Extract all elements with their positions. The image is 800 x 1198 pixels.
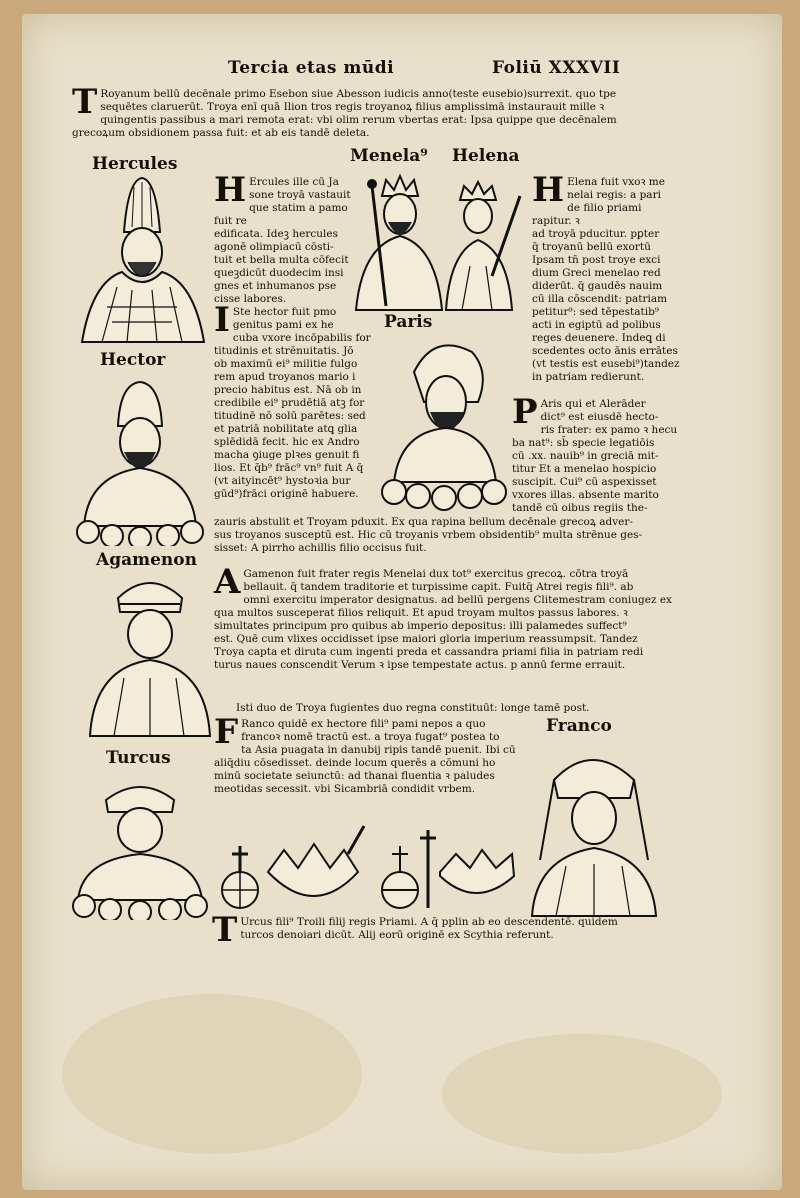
text-line: bellauit. q̄ tandem traditorie et turpissime capit. Fuitq̄ Atrei regis fili⁹. ab <box>243 581 634 593</box>
text-line: petitur⁹: sed tēpestatib⁹ <box>532 306 660 318</box>
turcus-dropcap: T <box>212 910 238 950</box>
text-line: simultates principum pro quibus ab imperio depositus: illi palamedes suffect⁹ <box>214 620 627 632</box>
text-line: est. Quē cum vlixes occidisset ipse maiori gloria imperium reassumpsit. Tandez <box>214 633 638 645</box>
text-line: acti in egiptū ad polibus <box>532 319 661 331</box>
text-line: titur Et a menelao hospicio <box>512 463 657 475</box>
text-line: Ercules ille cū Ja <box>249 176 339 188</box>
text-line: credibile ei⁹ prudētiā atꝫ for <box>214 397 365 409</box>
text-line: et patriā nobilitate atꝗ glia <box>214 423 358 435</box>
text-line: edificata. Ideꝫ hercules <box>214 228 338 240</box>
text-line: sone troyā vastauit <box>249 189 351 201</box>
text-line: minū societate seiunctū: ad thanai fluentia ꝛ paludes <box>214 770 495 782</box>
text-line: queꝫdicūt duodecim insi <box>214 267 344 279</box>
intro-dropcap: T <box>72 82 98 122</box>
text-line: diderūt. q̄ gaudēs nauim <box>532 280 663 292</box>
text-line: quingentis passibus a mari remota erat: vbi olim rerum vbertas erat: Ipsa quippe que decēnalem <box>100 114 617 126</box>
text-line: Urcus fili⁹ Troili filij regis Priami. A q̄ pplin ab eo descendentē. quidem <box>240 916 618 928</box>
text-line: titudinē nō solū parētes: sed <box>214 410 366 422</box>
text-line: sequētes claruerūt. Troya enī quā Ilion tros regis troyanoꝝ filius amplissimā instaurauit mille ꝛ <box>100 101 605 113</box>
text-line: q̄ troyanū bellū exortū <box>532 241 651 253</box>
label-franco: Franco <box>546 716 612 736</box>
text-line: reges deuenere. Indeꝗ di <box>532 332 666 344</box>
turcus-woodcut <box>68 770 212 920</box>
text-line: tuit et bella multa cōfecit <box>214 254 349 266</box>
hector-woodcut <box>70 376 210 546</box>
text-line: Elena fuit vxoꝛ me <box>567 176 665 188</box>
menelaus-helena-woodcut <box>352 166 524 312</box>
text-line: titudinis et strēnuitatis. Jō <box>214 345 354 357</box>
text-line: dium Greci menelao red <box>532 267 661 279</box>
text-line: tandē cū oibus regiis the- <box>512 502 648 514</box>
text-line: cū .xx. nauib⁹ in greciā mit- <box>512 450 659 462</box>
franco-paragraph <box>214 712 544 796</box>
helena-paragraph <box>532 170 682 384</box>
text-line: cuba vxore incōpabilis for <box>232 332 371 344</box>
text-line: dict⁹ est eiusdē hecto- <box>540 411 659 423</box>
intro-paragraph <box>72 82 652 140</box>
paris-continuation <box>214 516 684 555</box>
text-line: turcos denoiari dicūt. Alij eorū originē ex Scythia referunt. <box>240 929 554 941</box>
text-line: Gamenon fuit frater regis Menelai dux tot⁹ exercitus grecoꝝ. cōtra troyā <box>243 568 629 580</box>
text-line: zauris abstulit et Troyam pduxit. Ex qua rapina bellum decēnale grecoꝝ adver- <box>214 516 633 528</box>
text-line: sus troyanos susceptū est. Hic cū troyanis vrbem obsidentib⁹ multa strēnue ges- <box>214 529 643 541</box>
agamenon-woodcut <box>84 568 216 740</box>
text-line: Aris qui et Alerāder <box>540 398 646 410</box>
text-line: genitus pami ex he <box>232 319 334 331</box>
text-line: cū illa cōscendit: patriam <box>532 293 668 305</box>
turcus-paragraph <box>212 910 682 950</box>
text-line: gnes et inhumanos pse <box>214 280 337 292</box>
page-heading: Tercia etas mūdi <box>228 58 395 78</box>
text-line: de filio priami rapitur. ꝛ <box>532 202 642 227</box>
text-line: Ipsam tn̄ post troye exci <box>532 254 661 266</box>
text-line: scedentes octo ānis errātes <box>532 345 678 357</box>
hector-dropcap: I <box>214 300 230 340</box>
text-line: Ranco quidē ex hectore fili⁹ pami nepos a quo <box>241 718 486 730</box>
text-line: sisset: A pirrho achillis filio occisus fuit. <box>214 542 427 554</box>
text-line: macha ꝯiuge plꝛes genuit fi <box>214 449 360 461</box>
label-menelaus: Menela⁹ <box>350 146 428 166</box>
text-line: nelai regis: a pari <box>567 189 661 201</box>
text-line: ad troyā pducitur. pꝑter <box>532 228 660 240</box>
text-line: ta Asia puagata in danubij ripis tandē puenit. Ibi cū <box>241 744 516 756</box>
franco-woodcut <box>526 740 660 920</box>
text-line: in patriam redierunt. <box>532 371 645 383</box>
label-turcus: Turcus <box>106 748 171 768</box>
text-line: suscipit. Cui⁹ cū aspexisset <box>512 476 657 488</box>
text-line: que statim a pamo fuit re <box>214 202 348 227</box>
hector-paragraph <box>214 300 374 501</box>
paper-stain <box>62 994 362 1154</box>
agamenon-dropcap: A <box>214 562 241 602</box>
text-line: meotidas secessit. vbi Sicambriā condidit vrbem. <box>214 783 476 795</box>
helena-dropcap: H <box>532 170 565 210</box>
text-line: ob maximū ei⁹ militie fulgo <box>214 358 358 370</box>
folio-number: Foliū XXXVII <box>492 58 621 78</box>
text-line: lios. Et q̄b⁹ frāc⁹ vn⁹ fuit A q̄ <box>214 462 364 474</box>
label-hercules: Hercules <box>92 154 178 174</box>
text-line: omni exercitu imperator designatus. ad bellū pergens Clitemestram coniugez ex <box>243 594 672 606</box>
hercules-dropcap: H <box>214 170 247 210</box>
label-agamenon: Agamenon <box>96 550 197 570</box>
text-line: ris frater: ex pamo ꝛ hecu <box>540 424 678 436</box>
franco-dropcap: F <box>214 712 239 752</box>
hercules-woodcut <box>72 172 212 347</box>
text-line: splēdidā fecit. hic ex Andro <box>214 436 360 448</box>
hercules-paragraph <box>214 170 360 306</box>
text-line: rem apud troyanos mario i <box>214 371 356 383</box>
text-line: ba nat⁹: sb̄ specie legatiōis <box>512 437 655 449</box>
text-line: turus naues conscendit Verum ꝛ ipse tempestate actus. p annū ferme errauit. <box>214 659 626 671</box>
text-line: Royanum bellū decēnale primo Esebon siue Abesson iudicis anno(teste eusebio)surrexit. quo tpe <box>100 88 617 100</box>
text-line: (vt aityincēt⁹ hystoꝛia bur <box>214 475 351 487</box>
paris-woodcut <box>374 332 516 512</box>
paris-paragraph <box>512 392 682 515</box>
text-line: aliq̄diu cōsedisset. deinde locum querēs a cōmuni ho <box>214 757 496 769</box>
text-line: precio habitus est. Nā ob in <box>214 384 362 396</box>
text-line: qua multos susceperat filios reliquit. Et apud troyam multos passus labores. ꝛ <box>214 607 628 619</box>
franco-lead-line: Isti duo de Troya fugientes duo regna constituūt: longe tamē post. <box>236 702 590 714</box>
text-line: agonē olimpiacū cōsti- <box>214 241 334 253</box>
label-hector: Hector <box>100 350 166 370</box>
text-line: Troya capta et diruta cum ingenti preda et cassandra priami filia in patriam redi <box>214 646 644 658</box>
paper-stain <box>442 1034 722 1154</box>
text-line: francoꝛ nomē tractū est. a troya fugat⁹ postea to <box>241 731 500 743</box>
text-line: cisse labores. <box>214 293 287 305</box>
paris-dropcap: P <box>512 392 538 432</box>
orbs-crowns-woodcut <box>218 820 518 920</box>
text-line: Ste hector fuit pmo <box>232 306 337 318</box>
label-helena: Helena <box>452 146 520 166</box>
text-line: vxores illas. absente marito <box>512 489 659 501</box>
label-paris: Paris <box>384 312 433 332</box>
text-line: gūd⁹)frāci originē habuere. <box>214 488 359 500</box>
agamenon-paragraph <box>214 562 684 672</box>
text-line: grecoꝝum obsidionem passa fuit: et ab eis tandē deleta. <box>72 127 370 139</box>
text-line: (vt testis est eusebi⁹)tandez <box>532 358 680 370</box>
